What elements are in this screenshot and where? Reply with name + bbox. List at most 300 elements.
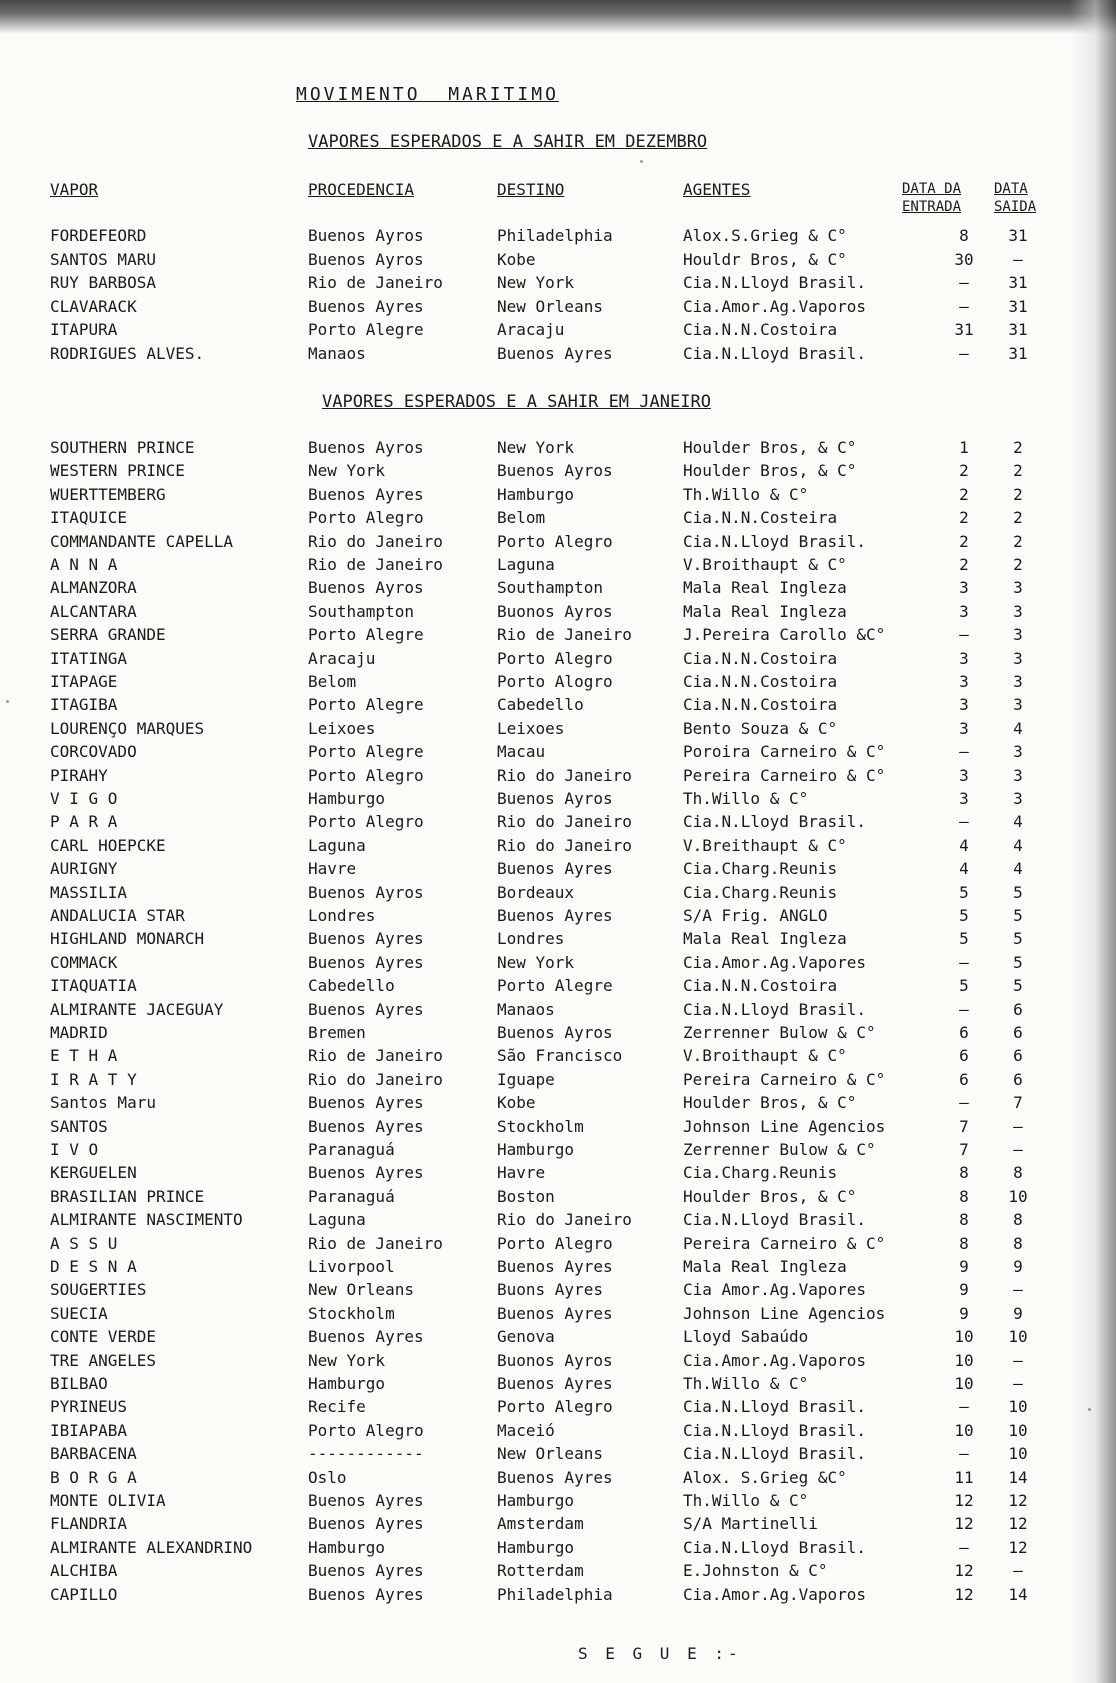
ship-name: RUY BARBOSA bbox=[50, 273, 156, 292]
agent: Cia Amor.Ag.Vapores bbox=[683, 1280, 867, 1300]
table-row bbox=[0, 578, 1116, 601]
departure-date: 10 bbox=[1008, 1397, 1028, 1417]
agent: Houlder Bros, & C° bbox=[683, 438, 857, 457]
arrival-date: — bbox=[959, 296, 969, 316]
ship-name: WUERTTEMBERG bbox=[50, 484, 166, 504]
destination: Maceió bbox=[497, 1420, 555, 1440]
origin: Porto Alegro bbox=[308, 812, 424, 832]
ship-name: RODRIGUES ALVES. bbox=[50, 343, 205, 363]
table-row bbox=[0, 1468, 1116, 1491]
table-row bbox=[0, 1491, 1116, 1514]
table-row bbox=[0, 625, 1116, 648]
destination: Buenos Ayres bbox=[497, 1303, 613, 1323]
departure-date: — bbox=[1013, 1116, 1023, 1136]
header-procedencia: PROCEDENCIA bbox=[308, 180, 414, 199]
departure-date: 6 bbox=[1013, 999, 1023, 1019]
agent: Cia.N.N.Costoira bbox=[683, 320, 838, 339]
departure-date: 5 bbox=[1013, 906, 1023, 925]
table-row bbox=[0, 1257, 1116, 1280]
departure-date: 2 bbox=[1013, 531, 1023, 551]
departure-date: 10 bbox=[1008, 1420, 1028, 1440]
table-row bbox=[0, 1280, 1116, 1303]
arrival-date: — bbox=[959, 1537, 969, 1557]
destination: Belom bbox=[497, 508, 546, 528]
origin: Porto Alegro bbox=[308, 508, 424, 528]
ship-name: SANTOS MARU bbox=[50, 249, 156, 269]
table-row bbox=[0, 1397, 1116, 1420]
section-heading-janeiro: VAPORES ESPERADOS E A SAHIR EM JANEIRO bbox=[322, 392, 711, 412]
destination: Buenos Ayres bbox=[497, 1257, 613, 1276]
origin: Laguna bbox=[308, 1210, 366, 1230]
agent: Th.Willo & C° bbox=[683, 484, 809, 504]
table-row bbox=[0, 906, 1116, 929]
destination: Porto Alegro bbox=[497, 1233, 613, 1253]
agent: Cia.N.N.Costoira bbox=[683, 976, 838, 996]
agent: Cia.N.N.Costeira bbox=[683, 508, 838, 528]
destination: Iguape bbox=[497, 1069, 555, 1089]
agent: Houlder Bros, & C° bbox=[683, 1186, 857, 1206]
arrival-date: 9 bbox=[959, 1303, 969, 1323]
agent: Lloyd Sabaúdo bbox=[683, 1327, 809, 1347]
ship-name: BRASILIAN PRINCE bbox=[50, 1186, 205, 1206]
agent: V.Broithaupt & C° bbox=[683, 1046, 847, 1066]
origin: Buenos Ayres bbox=[308, 929, 424, 949]
ship-name: CONTE VERDE bbox=[50, 1327, 156, 1347]
destination: New York bbox=[497, 438, 575, 457]
table-row bbox=[0, 1421, 1116, 1444]
origin: Hamburgo bbox=[308, 1374, 386, 1393]
departure-date: 3 bbox=[1013, 695, 1023, 715]
origin: Buenos Ayres bbox=[308, 1093, 424, 1113]
table-row bbox=[0, 485, 1116, 508]
agent: Houldr Bros, & C° bbox=[683, 249, 847, 269]
departure-date: 5 bbox=[1013, 976, 1023, 996]
table-row bbox=[0, 1351, 1116, 1374]
origin: Buenos Ayres bbox=[308, 296, 424, 316]
agent: Pereira Carneiro & C° bbox=[683, 1069, 886, 1089]
ship-name: SANTOS bbox=[50, 1116, 108, 1136]
origin: Buenos Ayres bbox=[308, 1491, 424, 1510]
ship-name: FLANDRIA bbox=[50, 1514, 128, 1534]
ship-name: FORDEFEORD bbox=[50, 226, 147, 245]
destination: Boston bbox=[497, 1186, 555, 1206]
departure-date: 12 bbox=[1008, 1514, 1028, 1534]
table-row bbox=[0, 742, 1116, 765]
ship-name: CLAVARACK bbox=[50, 296, 137, 316]
departure-date: — bbox=[1013, 1140, 1023, 1159]
arrival-date: — bbox=[959, 952, 969, 972]
arrival-date: 10 bbox=[954, 1374, 974, 1393]
agent: Cia.N.Lloyd Brasil. bbox=[683, 343, 867, 363]
origin: Porto Alegre bbox=[308, 625, 424, 645]
ship-name: D E S N A bbox=[50, 1257, 137, 1276]
destination: Leixoes bbox=[497, 718, 565, 738]
departure-date: 31 bbox=[1008, 273, 1028, 292]
arrival-date: 10 bbox=[954, 1420, 974, 1440]
agent: Mala Real Ingleza bbox=[683, 1257, 847, 1276]
departure-date: 31 bbox=[1008, 296, 1028, 316]
ship-name: PIRAHY bbox=[50, 765, 108, 785]
origin: Rio de Janeiro bbox=[308, 1046, 443, 1066]
agent: E.Johnston & C° bbox=[683, 1561, 828, 1581]
table-row bbox=[0, 1234, 1116, 1257]
agent: Cia.N.Lloyd Brasil. bbox=[683, 273, 867, 292]
agent: Cia.Amor.Ag.Vaporos bbox=[683, 1350, 867, 1370]
destination: Aracaju bbox=[497, 320, 565, 339]
departure-date: — bbox=[1013, 1561, 1023, 1581]
table-row bbox=[0, 1046, 1116, 1069]
departure-date: 8 bbox=[1013, 1210, 1023, 1230]
ship-name: COMMACK bbox=[50, 952, 118, 972]
agent: Cia.N.Lloyd Brasil. bbox=[683, 812, 867, 832]
footer-segue: S E G U E :- bbox=[578, 1644, 742, 1663]
agent: Mala Real Ingleza bbox=[683, 578, 847, 598]
arrival-date: 8 bbox=[959, 226, 969, 245]
origin: Buenos Ayres bbox=[308, 999, 424, 1019]
agent: V.Breithaupt & C° bbox=[683, 835, 847, 855]
arrival-date: 3 bbox=[959, 601, 969, 621]
ship-name: I V O bbox=[50, 1140, 99, 1159]
ship-name: ALMIRANTE NASCIMENTO bbox=[50, 1210, 243, 1230]
arrival-date: 1 bbox=[959, 438, 969, 457]
table-row bbox=[0, 1444, 1116, 1467]
arrival-date: 31 bbox=[954, 320, 974, 339]
destination: Rio do Janeiro bbox=[497, 835, 632, 855]
table-row bbox=[0, 719, 1116, 742]
destination: Southampton bbox=[497, 578, 603, 598]
section-heading-dezembro: VAPORES ESPERADOS E A SAHIR EM DEZEMBRO bbox=[308, 132, 708, 152]
ship-name: Santos Maru bbox=[50, 1093, 156, 1113]
origin: Paranaguá bbox=[308, 1140, 395, 1159]
arrival-date: — bbox=[959, 1397, 969, 1417]
origin: Stockholm bbox=[308, 1303, 395, 1323]
destination: New Orleans bbox=[497, 296, 603, 316]
ship-name: AURIGNY bbox=[50, 859, 118, 879]
arrival-date: 3 bbox=[959, 578, 969, 598]
departure-date: — bbox=[1013, 1374, 1023, 1393]
ship-name: SUECIA bbox=[50, 1303, 108, 1323]
agent: Cia.N.N.Costoira bbox=[683, 672, 838, 691]
arrival-date: — bbox=[959, 343, 969, 363]
ship-name: ALMIRANTE ALEXANDRINO bbox=[50, 1537, 253, 1557]
origin: Buenos Ayres bbox=[308, 1584, 424, 1604]
table-row bbox=[0, 438, 1116, 461]
arrival-date: 4 bbox=[959, 859, 969, 879]
arrival-date: 10 bbox=[954, 1327, 974, 1347]
header-vapor: VAPOR bbox=[50, 180, 99, 199]
destination: Macau bbox=[497, 742, 546, 762]
destination: Kobe bbox=[497, 249, 536, 269]
origin: Rio do Janeiro bbox=[308, 1069, 443, 1089]
departure-date: 10 bbox=[1008, 1327, 1028, 1347]
origin: Southampton bbox=[308, 601, 414, 621]
table-row bbox=[0, 1538, 1116, 1561]
ship-name: ITAPAGE bbox=[50, 672, 118, 691]
destination: Buenos Ayres bbox=[497, 1374, 613, 1393]
arrival-date: 8 bbox=[959, 1210, 969, 1230]
origin: Porto Alegre bbox=[308, 695, 424, 715]
table-row bbox=[0, 672, 1116, 695]
departure-date: 31 bbox=[1008, 343, 1028, 363]
table-row bbox=[0, 1187, 1116, 1210]
origin: Paranaguá bbox=[308, 1186, 395, 1206]
header-data-saida: DATA SAIDA bbox=[994, 181, 1037, 215]
departure-date: 4 bbox=[1013, 835, 1023, 855]
agent: Houlder Bros, & C° bbox=[683, 461, 857, 481]
ship-name: B O R G A bbox=[50, 1467, 137, 1487]
ship-name: ITAQUICE bbox=[50, 508, 128, 528]
table-row bbox=[0, 883, 1116, 906]
departure-date: 4 bbox=[1013, 859, 1023, 879]
agent: Alox. S.Grieg &C° bbox=[683, 1467, 847, 1487]
departure-date: 9 bbox=[1013, 1257, 1023, 1276]
destination: Kobe bbox=[497, 1093, 536, 1113]
arrival-date: — bbox=[959, 999, 969, 1019]
arrival-date: 2 bbox=[959, 531, 969, 551]
destination: Manaos bbox=[497, 999, 555, 1019]
arrival-date: 2 bbox=[959, 461, 969, 481]
ship-name: COMMANDANTE CAPELLA bbox=[50, 531, 234, 551]
origin: Buenos Ayros bbox=[308, 226, 424, 245]
destination: Philadelphia bbox=[497, 226, 613, 245]
ship-name: V I G O bbox=[50, 789, 118, 808]
origin: Bremen bbox=[308, 1023, 366, 1042]
departure-date: 8 bbox=[1013, 1163, 1023, 1183]
destination: Porto Alegro bbox=[497, 648, 613, 668]
arrival-date: 12 bbox=[954, 1561, 974, 1581]
arrival-date: 3 bbox=[959, 672, 969, 691]
departure-date: 5 bbox=[1013, 952, 1023, 972]
ship-name: IBIAPABA bbox=[50, 1420, 128, 1440]
agent: Cia.Charg.Reunis bbox=[683, 859, 838, 879]
origin: Cabedello bbox=[308, 976, 395, 996]
departure-date: 31 bbox=[1008, 226, 1028, 245]
agent: Cia.N.Lloyd Brasil. bbox=[683, 1537, 867, 1557]
origin: Rio de Janeiro bbox=[308, 273, 443, 292]
arrival-date: 5 bbox=[959, 882, 969, 902]
agent: Cia.N.N.Costoira bbox=[683, 648, 838, 668]
table-row bbox=[0, 836, 1116, 859]
ship-name: BARBACENA bbox=[50, 1444, 137, 1464]
destination: Buenos Ayros bbox=[497, 789, 613, 808]
ship-name: ALMIRANTE JACEGUAY bbox=[50, 999, 224, 1019]
origin: Rio do Janeiro bbox=[308, 531, 443, 551]
arrival-date: — bbox=[959, 625, 969, 645]
ship-name: CARL HOEPCKE bbox=[50, 835, 166, 855]
origin: Buenos Ayres bbox=[308, 952, 424, 972]
arrival-date: 3 bbox=[959, 765, 969, 785]
arrival-date: — bbox=[959, 273, 969, 292]
table-row bbox=[0, 555, 1116, 578]
destination: Buenos Ayres bbox=[497, 906, 613, 925]
agent: Cia.N.Lloyd Brasil. bbox=[683, 1210, 867, 1230]
agent: Cia.Charg.Reunis bbox=[683, 882, 838, 902]
arrival-date: 6 bbox=[959, 1046, 969, 1066]
arrival-date: 11 bbox=[954, 1467, 974, 1487]
ship-name: ITAPURA bbox=[50, 320, 118, 339]
ship-name: LOURENÇO MARQUES bbox=[50, 718, 205, 738]
agent: Houlder Bros, & C° bbox=[683, 1093, 857, 1113]
ship-name: ITATINGA bbox=[50, 648, 128, 668]
arrival-date: 8 bbox=[959, 1163, 969, 1183]
departure-date: 2 bbox=[1013, 438, 1023, 457]
table-row bbox=[0, 1210, 1116, 1233]
origin: Buenos Ayres bbox=[308, 484, 424, 504]
table-row bbox=[0, 461, 1116, 484]
origin: Porto Alegro bbox=[308, 765, 424, 785]
origin: ------------ bbox=[308, 1444, 424, 1464]
table-row bbox=[0, 695, 1116, 718]
table-row bbox=[0, 649, 1116, 672]
origin: Buenos Ayres bbox=[308, 1327, 424, 1347]
origin: New Orleans bbox=[308, 1280, 414, 1300]
departure-date: 10 bbox=[1008, 1444, 1028, 1464]
destination: Buenos Ayres bbox=[497, 1467, 613, 1487]
agent: Th.Willo & C° bbox=[683, 789, 809, 808]
departure-date: 6 bbox=[1013, 1069, 1023, 1089]
destination: Bordeaux bbox=[497, 882, 575, 902]
ship-name: I R A T Y bbox=[50, 1069, 137, 1089]
destination: New York bbox=[497, 273, 575, 292]
arrival-date: 7 bbox=[959, 1140, 969, 1159]
origin: Belom bbox=[308, 672, 357, 691]
destination: Porto Alegre bbox=[497, 976, 613, 996]
departure-date: — bbox=[1013, 249, 1023, 269]
ship-name: MADRID bbox=[50, 1023, 108, 1042]
table-row bbox=[0, 344, 1116, 367]
table-row bbox=[0, 1374, 1116, 1397]
destination: New York bbox=[497, 952, 575, 972]
arrival-date: 12 bbox=[954, 1491, 974, 1510]
scan-speck bbox=[6, 700, 9, 703]
destination: Genova bbox=[497, 1327, 555, 1347]
destination: Rio do Janeiro bbox=[497, 812, 632, 832]
departure-date: 3 bbox=[1013, 578, 1023, 598]
origin: Buenos Ayros bbox=[308, 578, 424, 598]
origin: New York bbox=[308, 1350, 386, 1370]
origin: Rio de Janeiro bbox=[308, 555, 443, 574]
ship-name: KERGUELEN bbox=[50, 1163, 137, 1183]
departure-date: 7 bbox=[1013, 1093, 1023, 1113]
ship-name: A N N A bbox=[50, 555, 118, 574]
departure-date: 3 bbox=[1013, 765, 1023, 785]
ship-name: PYRINEUS bbox=[50, 1397, 128, 1417]
table-row bbox=[0, 1304, 1116, 1327]
agent: Th.Willo & C° bbox=[683, 1491, 809, 1510]
departure-date: 6 bbox=[1013, 1023, 1023, 1042]
origin: Buenos Ayres bbox=[308, 1514, 424, 1534]
table-row bbox=[0, 297, 1116, 320]
table-row bbox=[0, 789, 1116, 812]
departure-date: 10 bbox=[1008, 1186, 1028, 1206]
arrival-date: 6 bbox=[959, 1023, 969, 1042]
origin: New York bbox=[308, 461, 386, 481]
agent: Cia.N.Lloyd Brasil. bbox=[683, 1397, 867, 1417]
table-row bbox=[0, 1140, 1116, 1163]
table-row bbox=[0, 602, 1116, 625]
arrival-date: 12 bbox=[954, 1514, 974, 1534]
origin: Manaos bbox=[308, 343, 366, 363]
arrival-date: 3 bbox=[959, 789, 969, 808]
destination: Porto Alegro bbox=[497, 531, 613, 551]
ship-name: CORCOVADO bbox=[50, 742, 137, 762]
agent: J.Pereira Carollo &C° bbox=[683, 625, 886, 645]
agent: Poroira Carneiro & C° bbox=[683, 742, 886, 762]
table-row bbox=[0, 320, 1116, 343]
ship-name: ALCANTARA bbox=[50, 601, 137, 621]
departure-date: 9 bbox=[1013, 1303, 1023, 1323]
origin: Buenos Ayres bbox=[308, 1561, 424, 1581]
departure-date: — bbox=[1013, 1280, 1023, 1300]
agent: Alox.S.Grieg & C° bbox=[683, 226, 847, 245]
ship-name: ITAQUATIA bbox=[50, 976, 137, 996]
departure-date: 4 bbox=[1013, 718, 1023, 738]
arrival-date: 3 bbox=[959, 695, 969, 715]
ship-name: SOUTHERN PRINCE bbox=[50, 438, 195, 457]
ship-name: WESTERN PRINCE bbox=[50, 461, 185, 481]
agent: Zerrenner Bulow & C° bbox=[683, 1140, 876, 1159]
departure-date: 2 bbox=[1013, 461, 1023, 481]
arrival-date: 3 bbox=[959, 648, 969, 668]
departure-date: 2 bbox=[1013, 555, 1023, 574]
table-row bbox=[0, 766, 1116, 789]
table-row bbox=[0, 1000, 1116, 1023]
ship-name: ANDALUCIA STAR bbox=[50, 906, 185, 925]
table-row bbox=[0, 929, 1116, 952]
origin: Porto Alegre bbox=[308, 320, 424, 339]
agent: Cia.N.Lloyd Brasil. bbox=[683, 1444, 867, 1464]
departure-date: 6 bbox=[1013, 1046, 1023, 1066]
table-row bbox=[0, 1117, 1116, 1140]
departure-date: — bbox=[1013, 1350, 1023, 1370]
ship-name: P A R A bbox=[50, 812, 118, 832]
agent: V.Broithaupt & C° bbox=[683, 555, 847, 574]
arrival-date: 2 bbox=[959, 484, 969, 504]
departure-date: 3 bbox=[1013, 601, 1023, 621]
departure-date: 12 bbox=[1008, 1537, 1028, 1557]
departure-date: 3 bbox=[1013, 625, 1023, 645]
departure-date: 5 bbox=[1013, 882, 1023, 902]
origin: Buenos Ayres bbox=[308, 1116, 424, 1136]
destination: Rio do Janeiro bbox=[497, 1210, 632, 1230]
origin: Livorpool bbox=[308, 1257, 395, 1276]
agent: Johnson Line Agencios bbox=[683, 1303, 886, 1323]
destination: Londres bbox=[497, 929, 565, 949]
scan-edge-top bbox=[0, 0, 1116, 34]
origin: Havre bbox=[308, 859, 357, 879]
ship-name: MONTE OLIVIA bbox=[50, 1491, 166, 1510]
agent: Th.Willo & C° bbox=[683, 1374, 809, 1393]
destination: Hamburgo bbox=[497, 1140, 575, 1159]
agent: Zerrenner Bulow & C° bbox=[683, 1023, 876, 1042]
departure-date: 14 bbox=[1008, 1584, 1028, 1604]
origin: Londres bbox=[308, 906, 376, 925]
arrival-date: 2 bbox=[959, 508, 969, 528]
arrival-date: 8 bbox=[959, 1186, 969, 1206]
origin: Buenos Ayros bbox=[308, 249, 424, 269]
scan-speck bbox=[640, 160, 643, 163]
destination: Stockholm bbox=[497, 1116, 584, 1136]
destination: Buenos Ayres bbox=[497, 343, 613, 363]
agent: Cia.Amor.Ag.Vapores bbox=[683, 952, 867, 972]
departure-date: 3 bbox=[1013, 742, 1023, 762]
arrival-date: — bbox=[959, 812, 969, 832]
origin: Hamburgo bbox=[308, 1537, 386, 1557]
header-data-entrada: DATA DA ENTRADA bbox=[902, 181, 962, 215]
destination: Rotterdam bbox=[497, 1561, 584, 1581]
destination: São Francisco bbox=[497, 1046, 623, 1066]
ship-name: A S S U bbox=[50, 1233, 118, 1253]
